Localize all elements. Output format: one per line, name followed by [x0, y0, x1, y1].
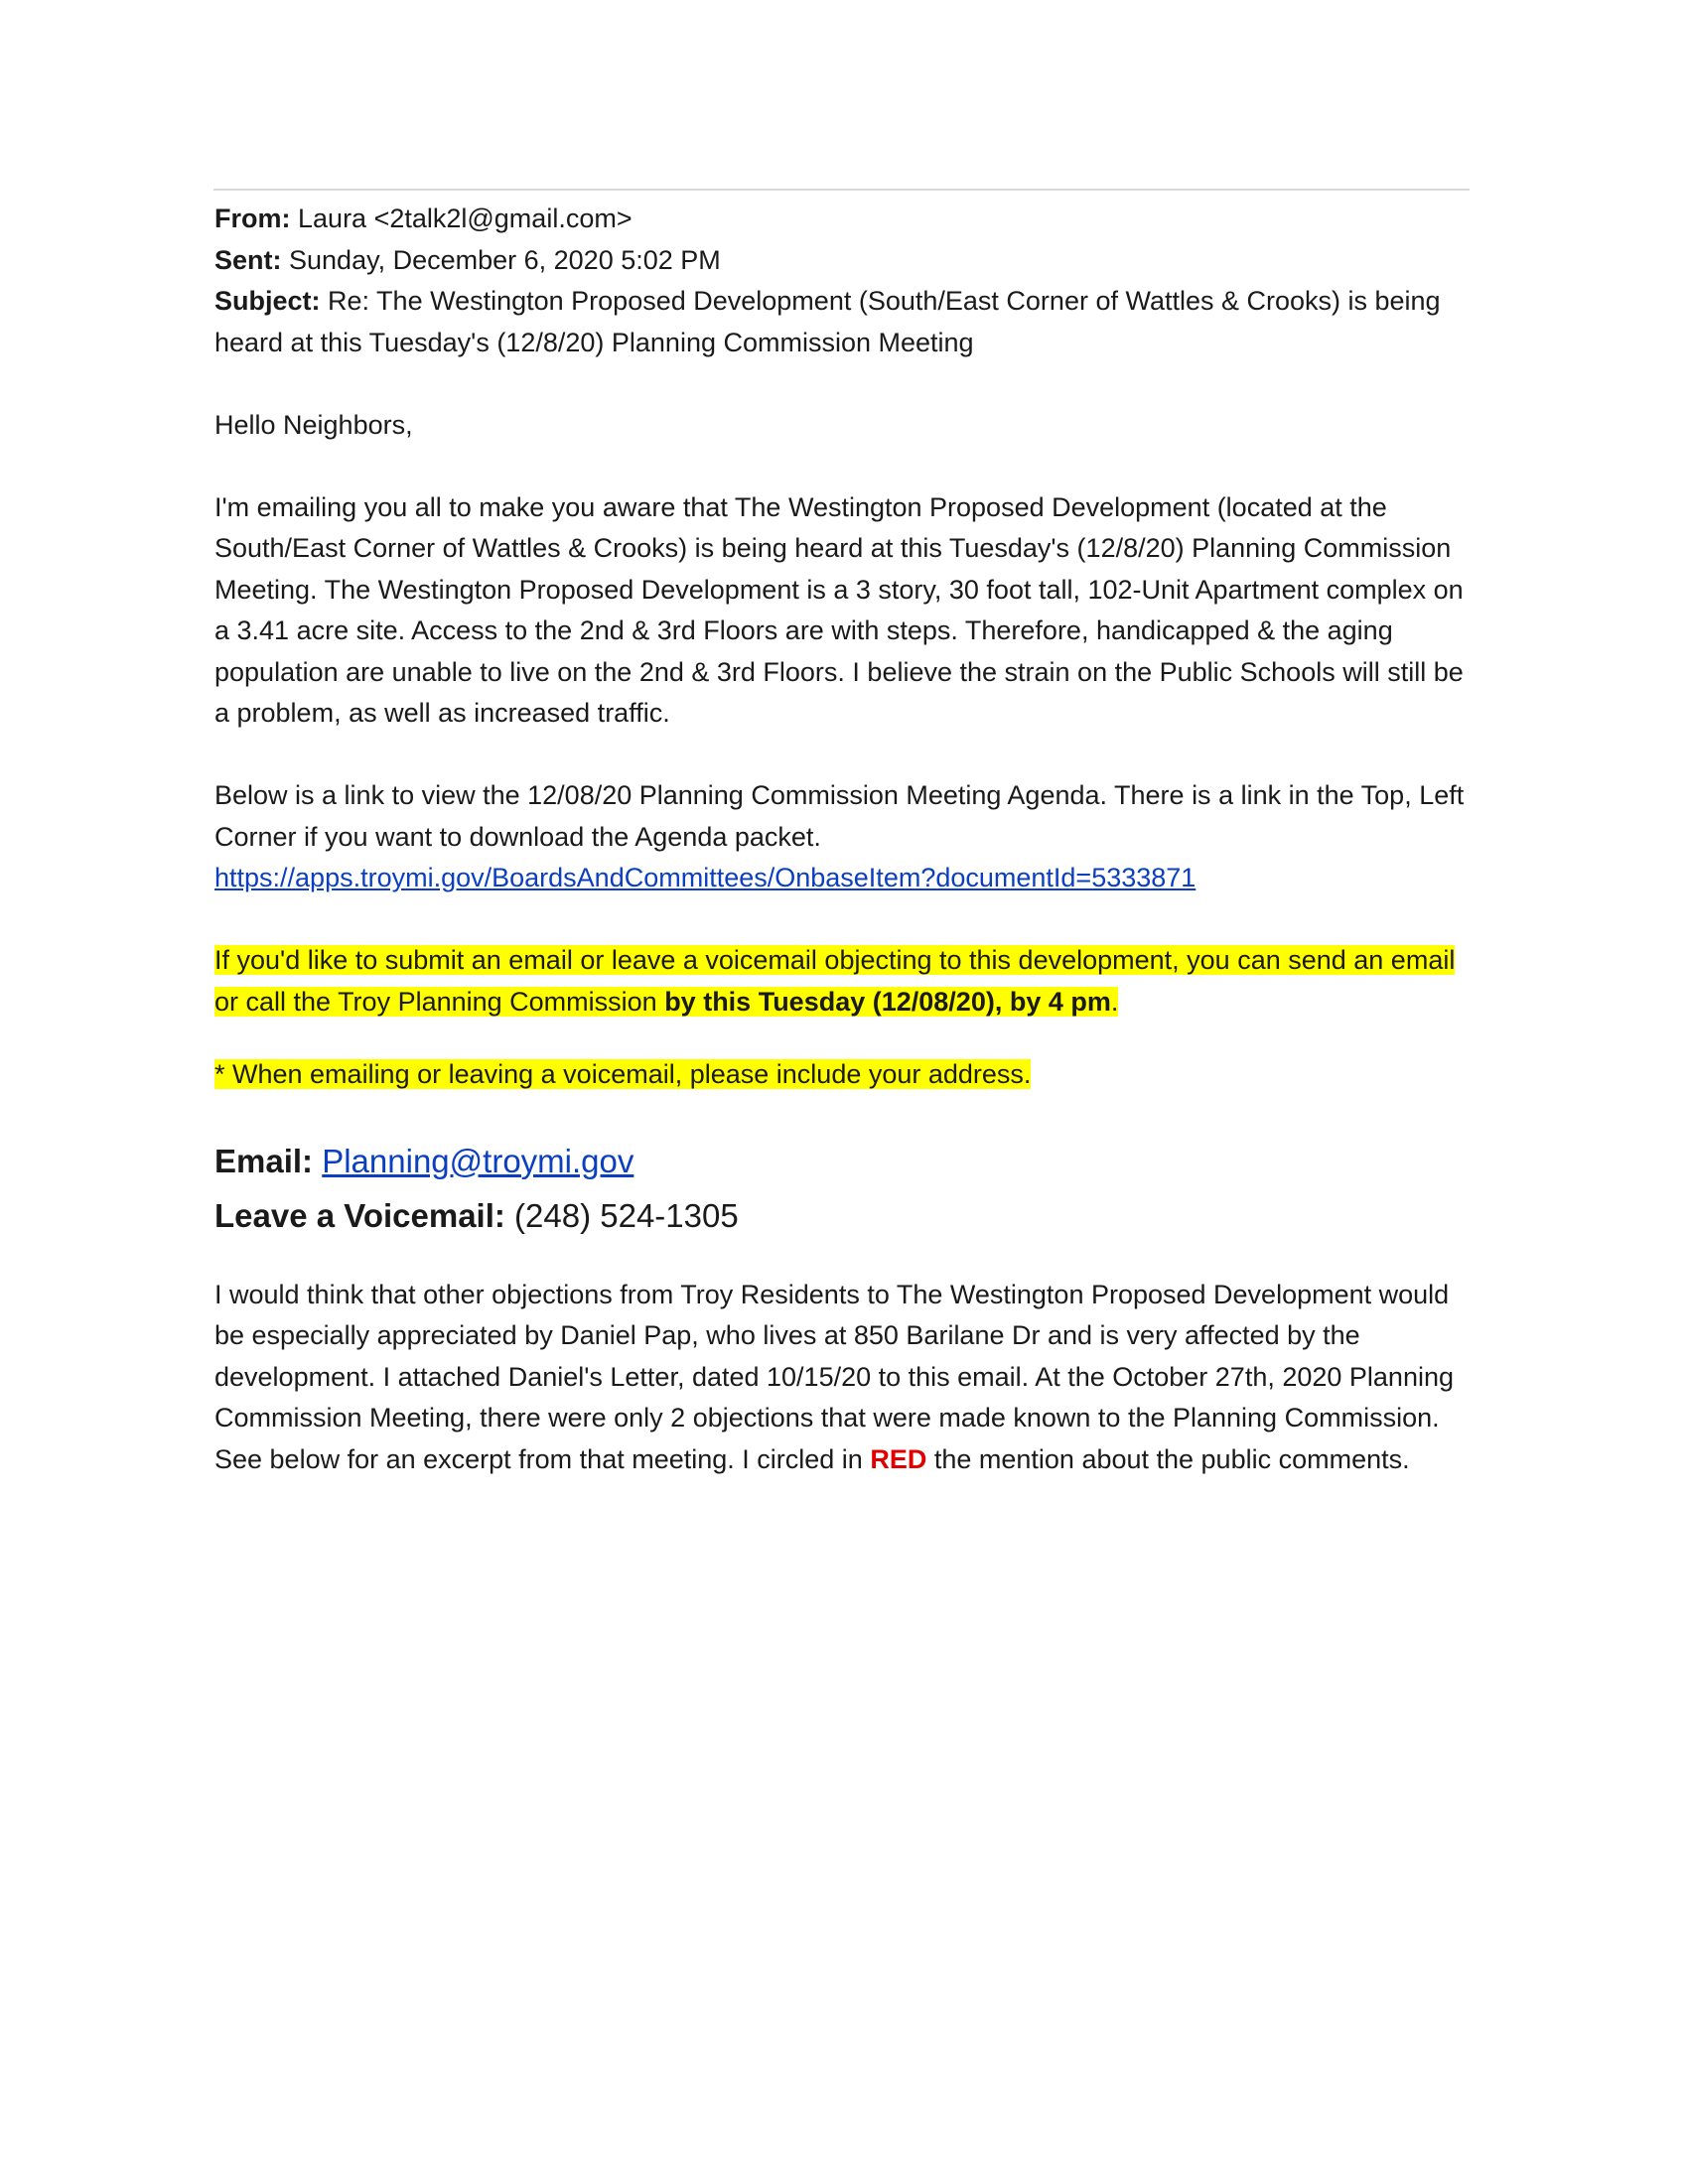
- subject-value: Re: The Westington Proposed Development (South/East Corner of Wattles & Crooks) is being heard at this Tuesday's (12/8/20) Planning Commission Meeting: [214, 286, 1441, 357]
- agenda-paragraph: [214, 775, 1474, 899]
- spacer: [214, 363, 1474, 405]
- from-line: [214, 199, 1474, 240]
- intro-paragraph: I'm emailing you all to make you aware that The Westington Proposed Development (located at the South/East Corner of Wattles & Crooks) is being heard at this Tuesday's (12/8/20) Planning Commission Meeting. The Westington Proposed Development is a 3 story, 30 foot tall, 102-Unit Apartment complex on a 3.41 acre site. Access to the 2nd & 3rd Floors are with steps. Therefore, handicapped & the aging population are unable to live on the 2nd & 3rd Floors. I believe the strain on the Public Schools will still be a problem, as well as increased traffic.: [214, 491, 1464, 728]
- closing-paragraph: [214, 1275, 1474, 1481]
- deadline-text: by this Tuesday (12/08/20), by 4 pm: [664, 986, 1111, 1017]
- email-label: Email:: [214, 1142, 314, 1179]
- sent-label: Sent:: [214, 244, 282, 275]
- subject-line: [214, 281, 1474, 363]
- highlight-text: If you'd like to submit an email or leave a voicemail objecting to this development, you can send an email or call the Troy Planning Commission: [214, 945, 1456, 1017]
- address-note-text: * When emailing or leaving a voicemail, please include your address.: [214, 1059, 1032, 1089]
- spacer: [214, 1096, 1474, 1134]
- voicemail-number: (248) 524-1305: [514, 1196, 739, 1234]
- header-divider: [213, 189, 1470, 191]
- greeting: Hello Neighbors,: [214, 409, 413, 440]
- red-emphasis: RED: [870, 1443, 927, 1474]
- email-contact-line: [214, 1134, 1474, 1188]
- from-value: Laura <2talk2l@gmail.com>: [298, 204, 633, 233]
- spacer: [214, 446, 1474, 487]
- spacer: [214, 1243, 1474, 1275]
- sent-value: Sunday, December 6, 2020 5:02 PM: [289, 244, 721, 275]
- spacer: [214, 735, 1474, 776]
- closing-text-end: the mention about the public comments.: [926, 1443, 1410, 1474]
- voicemail-label: Leave a Voicemail:: [214, 1196, 505, 1234]
- from-label: From:: [214, 204, 291, 233]
- spacer: [214, 1023, 1474, 1054]
- highlight-period: .: [1110, 986, 1119, 1017]
- address-note: [214, 1054, 1474, 1096]
- closing-text: I would think that other objections from Troy Residents to The Westington Proposed Development would be especially appreciated by Daniel Pap, who lives at 850 Barilane Dr and is very affected by the development. I attached Daniel's Letter, dated 10/15/20 to this email. At the October 27th, 2020 Planning Commission Meeting, there were only 2 objections that were made known to the Planning Commission. See below for an excerpt from that meeting. I circled in: [214, 1279, 1454, 1474]
- subject-label: Subject:: [214, 286, 321, 316]
- sent-line: [214, 240, 1474, 282]
- email-content: [214, 199, 1474, 1480]
- agenda-text: Below is a link to view the 12/08/20 Planning Commission Meeting Agenda. There is a link in the Top, Left Corner if you want to download the Agenda packet.: [214, 780, 1465, 852]
- agenda-link[interactable]: https://apps.troymi.gov/BoardsAndCommittees/OnbaseItem?documentId=5333871: [214, 863, 1196, 892]
- email-link[interactable]: Planning@troymi.gov: [322, 1142, 634, 1179]
- voicemail-contact-line: [214, 1188, 1474, 1243]
- submit-objection-paragraph: [214, 940, 1474, 1023]
- spacer: [214, 899, 1474, 941]
